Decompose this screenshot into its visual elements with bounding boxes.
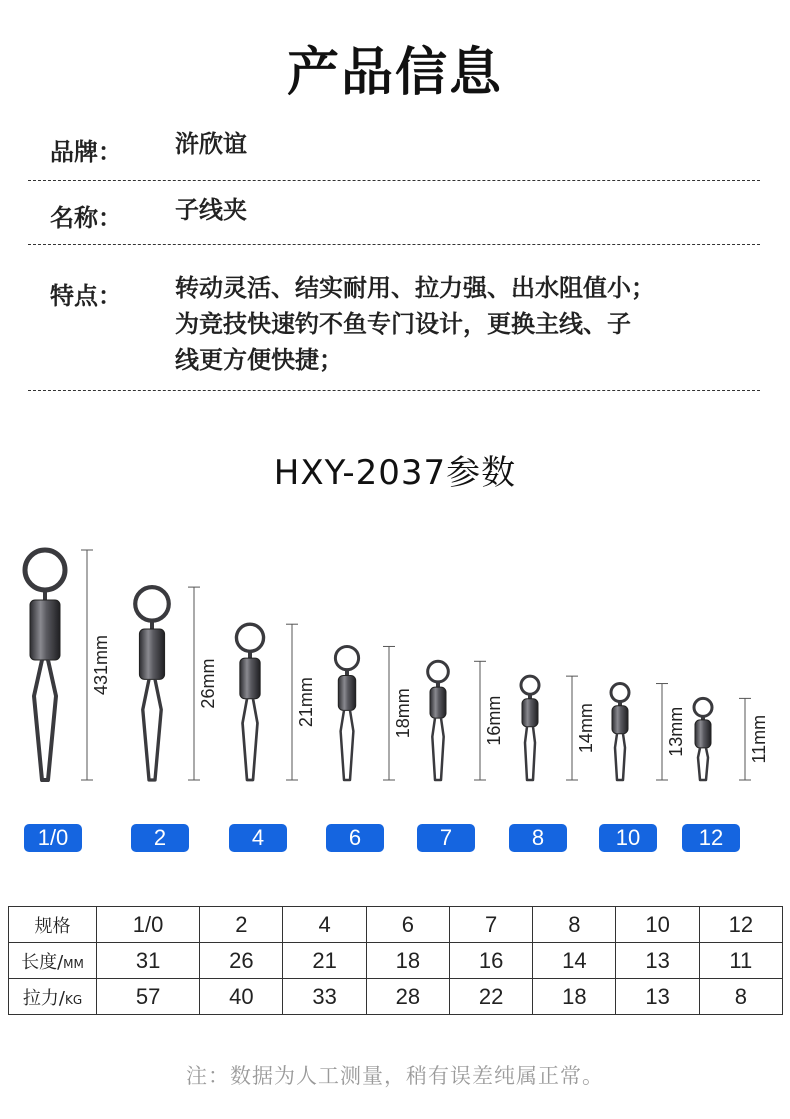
info-value-name: 子线夹	[175, 196, 247, 224]
table-cell: 2	[200, 907, 283, 943]
table-cell: 10	[616, 907, 699, 943]
dimension-label: 18mm	[393, 688, 413, 739]
size-tag-row	[0, 824, 790, 854]
swivel-clip-illustration	[521, 676, 539, 780]
size-tag: 8	[509, 824, 567, 852]
dimension-label: 11mm	[749, 714, 769, 764]
table-cell: 7	[449, 907, 532, 943]
table-cell: 6	[366, 907, 449, 943]
params-table	[8, 906, 783, 1015]
dimension-label: 16mm	[484, 695, 504, 746]
page-title: 产品信息	[286, 43, 503, 103]
table-cell: 31	[97, 943, 200, 979]
info-label-brand: 品牌：	[50, 138, 122, 166]
size-tag: 6	[326, 824, 384, 852]
table-cell: 22	[449, 979, 532, 1015]
table-row-spec	[9, 907, 783, 943]
swivel-clip-illustration	[25, 550, 65, 780]
info-label-features: 特点：	[50, 282, 122, 310]
features-line: 线更方便快捷；	[175, 346, 343, 374]
table-row-head: 规格	[9, 907, 97, 943]
table-row-head: 长度/MM	[9, 943, 97, 979]
swivel-clip-illustration	[428, 661, 449, 780]
table-cell: 21	[283, 943, 366, 979]
table-cell: 14	[533, 943, 616, 979]
table-row-strength	[9, 979, 783, 1015]
dimension-label: 21mm	[296, 677, 316, 728]
info-label-name: 名称：	[50, 204, 122, 232]
info-value-brand: 浒欣谊	[175, 130, 247, 158]
table-cell: 4	[283, 907, 366, 943]
size-tag: 10	[599, 824, 657, 852]
product-illustrations	[0, 540, 790, 790]
table-cell: 16	[449, 943, 532, 979]
table-row-length	[9, 943, 783, 979]
table-cell: 12	[699, 907, 782, 943]
features-line: 转动灵活、结实耐用、拉力强、出水阻值小；	[175, 274, 655, 302]
dimension-label: 13mm	[666, 706, 686, 757]
features-line: 为竞技快速钓不鱼专门设计，更换主线、子	[175, 310, 631, 338]
size-tag: 4	[229, 824, 287, 852]
table-cell: 8	[699, 979, 782, 1015]
swivel-clip-illustration	[335, 646, 358, 780]
table-cell: 13	[616, 943, 699, 979]
divider	[28, 244, 760, 245]
divider	[28, 390, 760, 391]
table-cell: 8	[533, 907, 616, 943]
table-row-head: 拉力/KG	[9, 979, 97, 1015]
dimension-label: 26mm	[198, 658, 218, 709]
size-tag: 7	[417, 824, 475, 852]
table-cell: 26	[200, 943, 283, 979]
swivel-clip-illustration	[611, 684, 629, 780]
table-cell: 18	[366, 943, 449, 979]
table-cell: 18	[533, 979, 616, 1015]
size-tag: 12	[682, 824, 740, 852]
table-cell: 57	[97, 979, 200, 1015]
info-value-features	[175, 270, 765, 378]
table-cell: 28	[366, 979, 449, 1015]
table-cell: 13	[616, 979, 699, 1015]
disclaimer-note: 注：数据为人工测量，稍有误差纯属正常。	[186, 1064, 604, 1088]
table-cell: 11	[699, 943, 782, 979]
divider	[28, 180, 760, 181]
table-cell: 33	[283, 979, 366, 1015]
swivel-clip-illustration	[694, 698, 712, 780]
dimension-label: 14mm	[576, 703, 596, 754]
swivel-clip-illustration	[135, 587, 169, 780]
swivel-clip-illustration	[236, 624, 263, 780]
size-tag: 2	[131, 824, 189, 852]
params-title: HXY-2037参数	[273, 453, 517, 493]
size-tag: 1/0	[24, 824, 82, 852]
table-cell: 1/0	[97, 907, 200, 943]
dimension-label: 431mm	[91, 634, 111, 696]
table-cell: 40	[200, 979, 283, 1015]
